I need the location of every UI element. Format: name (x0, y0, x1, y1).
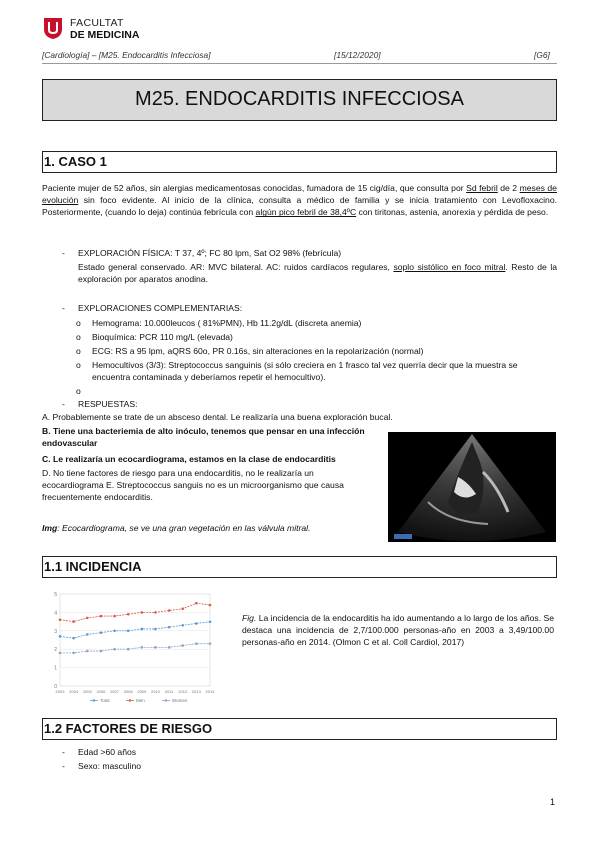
chart-y-tick-label: 1 (54, 665, 57, 672)
chart-point (127, 630, 130, 633)
chart-y-tick-label: 0 (54, 684, 57, 690)
case-paragraph: Paciente mujer de 52 años, sin alergias medicamentosas conocidas, fumadora de 15 cig/día, que consulta por Sd febril de 2 meses de evolución sin foco evidente. Al inicio de la clínica, consulta a médico de familia y se inicia tratamiento con Levofloxacino. Posteriormente, (cuando lo deja) continúa febrícula con algún pico febril de 38,4ºC con tiritonas, astenia, anorexia y pérdida de peso. (42, 183, 557, 218)
chart-point (100, 631, 103, 634)
list-item: o ECG: RS a 95 lpm, aQRS 60o, PR 0.16s, sin alteraciones en la repolarización (normal) (76, 346, 424, 356)
chart-plot-area (60, 594, 210, 686)
chart-point (154, 646, 157, 649)
chart-point (168, 609, 171, 612)
header-date: [15/12/2020] (334, 50, 381, 60)
section-heading-caso: 1. CASO 1 (42, 151, 557, 173)
chart-x-tick-label: 2006 (96, 689, 106, 694)
chart-legend-label: Women (172, 698, 188, 703)
chart-x-tick-label: 2008 (123, 689, 133, 694)
answer-c: C. Le realizaría un ecocardiograma, estamos en la clase de endocarditis (42, 454, 336, 464)
chart-point (141, 646, 144, 649)
chart-point (86, 633, 89, 636)
chart-point (209, 620, 212, 623)
chart-y-tick-label: 3 (54, 628, 57, 635)
chart-point (127, 613, 130, 616)
chart-point (59, 618, 62, 621)
chart-x-tick-label: 2004 (69, 689, 79, 694)
incidence-chart (42, 588, 214, 710)
chart-point (168, 646, 171, 649)
faculty-logo (42, 14, 182, 42)
chart-point (113, 648, 116, 651)
chart-y-tick-label: 5 (54, 592, 57, 598)
echocardiogram-image (388, 432, 556, 542)
section-heading-factores: 1.2 FACTORES DE RIESGO (42, 718, 557, 740)
chart-x-tick-label: 2010 (151, 689, 160, 694)
section-heading-incidencia: 1.1 INCIDENCIA (42, 556, 557, 578)
chart-point (127, 648, 130, 651)
list-item: o Bioquímica: PCR 110 mg/L (elevada) (76, 332, 233, 342)
chart-x-tick-label: 2011 (164, 689, 174, 694)
chart-x-tick-label: 2013 (191, 689, 201, 694)
chart-legend-label: Total (100, 698, 110, 703)
incidence-chart-svg (42, 588, 214, 710)
chart-point (154, 611, 157, 614)
chart-point (195, 602, 198, 605)
answer-a: A. Probablemente se trate de un absceso dental. Le realizaría una buena exploración bucal. (42, 412, 393, 422)
chart-x-tick-label: 2012 (178, 689, 188, 694)
chart-point (154, 628, 157, 631)
chart-point (59, 635, 62, 638)
chart-legend-marker (129, 699, 131, 701)
chart-point (113, 615, 116, 618)
university-logo-icon (42, 16, 64, 40)
chart-point (141, 628, 144, 631)
chart-point (86, 617, 89, 620)
page-title: M25. ENDOCARDITIS INFECCIOSA (42, 79, 557, 121)
page-number: 1 (550, 797, 556, 807)
answer-b: B. Tiene una bacteriemia de alto inóculo, tenemos que pensar en una infección endovascular (42, 426, 365, 449)
chart-point (181, 644, 184, 647)
image-caption: Img: Ecocardiograma, se ve una gran vegetación en las válvula mitral. (42, 523, 311, 533)
chart-x-tick-label: 2003 (55, 689, 65, 694)
logo-line1: FACULTAT (70, 17, 124, 29)
chart-x-tick-label: 2009 (137, 689, 147, 694)
list-item: o Hemograma: 10.000leucos ( 81%PMN), Hb 11.2g/dL (discreta anemia) (76, 318, 362, 328)
chart-x-tick-label: 2014 (205, 689, 214, 694)
chart-point (100, 615, 103, 618)
chart-point (209, 604, 212, 607)
chart-point (181, 607, 184, 610)
chart-x-tick-label: 2007 (110, 689, 119, 694)
logo-line2: DE MEDICINA (70, 29, 140, 41)
header-group: [G6] (534, 50, 550, 60)
chart-point (168, 626, 171, 629)
chart-point (113, 630, 116, 633)
chart-point (209, 642, 212, 645)
header-course: [Cardiología] – [M25. Endocarditis Infecciosa] (42, 50, 211, 60)
exploracion-fisica-detail: Estado general conservado. AR: MVC bilateral. AC: ruidos cardíacos regulares, soplo sistólico en foco mitral. Resto de la exploración por aparatos anodina. (78, 262, 558, 285)
chart-point (181, 624, 184, 627)
chart-point (72, 637, 75, 640)
chart-point (72, 652, 75, 655)
chart-legend-marker (93, 699, 95, 701)
chart-point (141, 611, 144, 614)
chart-y-tick-label: 2 (54, 647, 57, 654)
chart-point (59, 652, 62, 655)
chart-point (195, 622, 198, 625)
chart-point (100, 650, 103, 653)
chart-y-tick-label: 4 (54, 610, 57, 617)
header-rule (42, 63, 557, 64)
list-item: o Hemocultivos (3/3): Streptococcus sanguinis (si sólo creciera en 1 frasco tal vez querría decir que la muestra se encuentra contaminada y deberíamos repetir el hemocultivo). (76, 360, 518, 383)
chart-point (86, 650, 89, 653)
chart-x-tick-label: 2005 (82, 689, 92, 694)
chart-legend-label: Men (136, 698, 145, 703)
figure-description: Fig. La incidencia de la endocarditis ha ido aumentando a lo largo de los años. Se destaca una incidencia de 2,7/100.000 personas-año en 2003 a 3,49/100.00 personas-año en 2014. (Olmon C et al. Coll Cardiol, 2017) (242, 613, 554, 648)
chart-point (72, 620, 75, 623)
chart-legend-marker (165, 699, 167, 701)
answer-d: D. No tiene factores de riesgo para una endocarditis, no le realizaría un ecocardiograma E. Streptococcus sanguis no es un microorganismo que causa frecuentemente endocarditis. (42, 468, 344, 503)
chart-point (195, 642, 198, 645)
echocardiogram-icon (388, 432, 556, 542)
